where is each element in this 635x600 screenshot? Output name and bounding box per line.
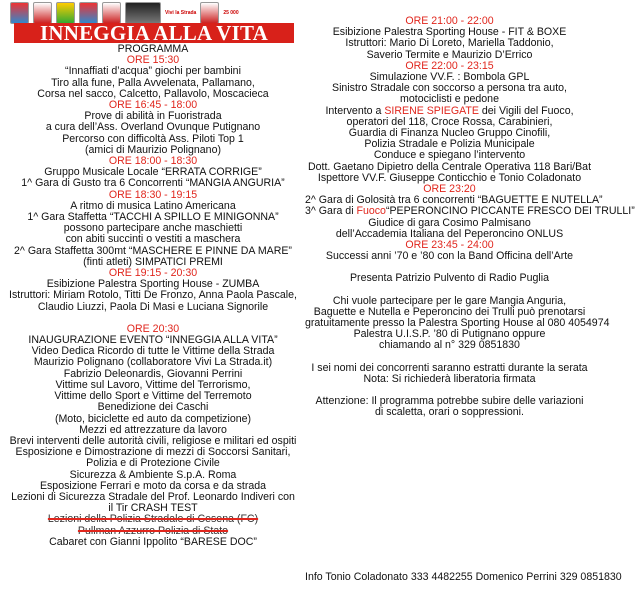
municipality-crest-icon xyxy=(10,2,29,24)
program-line: Dott. Gaetano Dipietro della Centrale Operativa 118 Bari/Bat xyxy=(307,160,592,173)
program-line: Brevi interventi delle autorità civili, religiose e militari ed ospiti xyxy=(9,434,297,447)
program-line: motociclisti e pedone xyxy=(400,93,499,106)
program-line: Esposizione e Dimostrazione di mezzi di Soccorsi Sanitari, xyxy=(15,446,291,459)
program-line: Tiro alla fune, Palla Avvelenata, Pallamano, xyxy=(51,76,255,89)
info-line: Chi vuole partecipare per le gare Mangia Anguria, xyxy=(332,294,567,307)
program-line: Esibizione Palestra Sporting House - FIT & BOXE xyxy=(332,26,567,39)
info-line: I sei nomi dei concorrenti saranno estratti durante la serata xyxy=(311,361,588,374)
time-slot: ORE 18:30 - 19:15 xyxy=(108,188,198,201)
cancelled-line: Pullman Azzurro Polizia di Stato xyxy=(77,524,229,537)
program-line: 1^ Gara Staffetta “TACCHI A SPILLO E MINIGONNA” xyxy=(27,211,279,224)
program-line: Successi anni ’70 e ’80 con la Band Officina dell’Arte xyxy=(325,250,574,263)
info-line: Nota: Si richiederà liberatoria firmata xyxy=(363,372,536,385)
program-line: Fabrizio Deleonardis, Giovanni Perrini xyxy=(63,367,243,380)
program-line: Percorso con difficoltà Ass. Piloti Top 1 xyxy=(62,132,244,145)
program-line: Esibizione Palestra Sporting House - ZUMBA xyxy=(46,278,260,291)
text-part: dei Vigili del Fuoco, xyxy=(478,104,574,117)
info-line: Baguette e Nutella e Peperoncino dei Trulli può prenotarsi xyxy=(313,305,586,318)
program-line: A ritmo di musica Latino Americana xyxy=(70,199,236,212)
program-line: Saverio Termite e Maurizio D’Errico xyxy=(366,48,533,61)
text-part: “PEPERONCINO PICCANTE FRESCO DEI TRULLI” xyxy=(385,205,635,218)
program-line: dell’Accademia Italiana del Peperoncino ONLUS xyxy=(335,227,564,240)
highlight-text: SIRENE SPIEGATE xyxy=(384,104,479,117)
time-slot: ORE 20:30 xyxy=(126,322,180,335)
event-title-banner: INNEGGIA ALLA VITA xyxy=(14,23,294,43)
info-line: chiamando al n° 329 0851830 xyxy=(379,339,520,352)
program-line: “Innaffiati d’acqua” giochi per bambini xyxy=(65,65,241,78)
contact-info: Info Tonio Coladonato 333 4482255 Domenico Perrini 329 0851830 xyxy=(305,571,622,583)
program-line: Lezioni di Sicurezza Stradale del Prof. Leonardo Indiveri con xyxy=(11,490,295,503)
program-line: a cura dell’Ass. Overland Ovunque Putignano xyxy=(45,121,261,134)
cancelled-line: Lezioni della Polizia Stradale di Cesena (FC) xyxy=(47,513,259,526)
program-line xyxy=(305,205,635,218)
program-line: 1^ Gara di Gusto tra 6 Concorrenti “MANGIA ANGURIA” xyxy=(21,177,285,190)
text-part: Intervento a xyxy=(325,104,385,117)
program-line: Guardia di Finanza Nucleo Gruppo Cinofili, xyxy=(348,127,551,140)
program-line: Corsa nel sacco, Calcetto, Pallavolo, Moscacieca xyxy=(37,87,269,100)
time-slot: ORE 15:30 xyxy=(126,54,180,67)
program-right-column xyxy=(305,15,635,419)
program-line: Polizia e di Protezione Civile xyxy=(86,457,220,470)
program-line: Ispettore VV.F. Giuseppe Conticchio e Tonio Coladonato xyxy=(317,171,582,184)
program-heading: PROGRAMMA xyxy=(117,43,189,55)
program-line: (amici di Maurizio Polignano) xyxy=(84,143,221,156)
time-slot: ORE 18:00 - 18:30 xyxy=(108,155,198,168)
program-line: Istruttori: Mario Di Loreto, Mariella Taddonio, xyxy=(345,37,554,50)
program-line: Istruttori: Miriam Rotolo, Titti De Fronzo, Anna Paola Pascale, xyxy=(9,289,297,302)
program-left-column xyxy=(0,44,306,548)
program-line: Mezzi ed attrezzature da lavoro xyxy=(79,423,227,436)
program-line: 2^ Gara di Golosità tra 6 concorrenti “BAGUETTE E NUTELLA” xyxy=(305,194,603,207)
program-line: Esposizione Ferrari e moto da corsa e da strada xyxy=(39,479,267,492)
program-line: Video Dedica Ricordo di tutte le Vittime della Strada xyxy=(31,345,275,358)
notice-line: di scaletta, orari o soppressioni. xyxy=(375,406,524,419)
time-slot: ORE 23:45 - 24:00 xyxy=(405,239,494,252)
highlight-text: Fuoco xyxy=(356,205,386,218)
program-line: (Moto, biciclette ed auto da competizione) xyxy=(54,412,252,425)
program-line: INAUGURAZIONE EVENTO “INNEGGIA ALLA VITA” xyxy=(28,334,278,347)
time-slot: ORE 16:45 - 18:00 xyxy=(108,99,198,112)
text-part: 3^ Gara di xyxy=(305,205,357,218)
program-line: Cabaret con Gianni Ippolito “BARESE DOC” xyxy=(49,535,257,548)
program-line: Sicurezza & Ambiente S.p.A. Roma xyxy=(69,468,237,481)
vivi-la-strada-logo: Vivi la Strada xyxy=(165,10,197,16)
program-line: Vittime sul Lavoro, Vittime del Terrorismo, xyxy=(55,378,251,391)
program-line: Conduce e spiegano l’intervento xyxy=(373,149,526,162)
time-slot: ORE 19:15 - 20:30 xyxy=(108,267,198,280)
info-line: gratuitamente presso la Palestra Sporting House al 080 4054974 xyxy=(305,317,610,330)
program-line: Benedizione dei Caschi xyxy=(97,401,209,414)
program-line: Polizia Stradale e Polizia Municipale xyxy=(364,138,535,151)
program-line: (finti atleti) SIMPATICI PREMI xyxy=(83,255,223,268)
presenter-line: Presenta Patrizio Pulvento di Radio Puglia xyxy=(349,272,550,285)
program-line: Sinistro Stradale con soccorso a persona tra auto, xyxy=(332,82,567,95)
info-line: Palestra U.I.S.P. ’80 di Putignano oppure xyxy=(353,328,546,341)
program-line: il Tir CRASH TEST xyxy=(108,502,198,515)
program-line: Simulazione VV.F. : Bombola GPL xyxy=(369,71,530,84)
program-line: 2^ Gara Staffetta 300mt “MASCHERE E PINNE DA MARE” xyxy=(14,244,292,257)
program-line: operatori del 118, Croce Rossa, Carabinieri, xyxy=(346,115,553,128)
notice-line: Attenzione: Il programma potrebbe subire delle variazioni xyxy=(315,395,584,408)
program-line: Claudio Liuzzi, Paola Di Masi e Luciana Signorile xyxy=(37,300,269,313)
program-line: possono partecipare anche maschietti xyxy=(63,222,243,235)
program-line: Maurizio Polignano (collaboratore Vivi La Strada.it) xyxy=(33,356,273,369)
program-line: Vittime dello Sport e Vittime del Terremoto xyxy=(54,390,252,403)
program-line: Gruppo Musicale Locale “ERRATA CORRIGE” xyxy=(44,166,262,179)
program-line: con abiti succinti o vestiti a maschera xyxy=(65,233,241,246)
time-slot: ORE 22:00 - 23:15 xyxy=(405,59,494,72)
time-slot: ORE 21:00 - 22:00 xyxy=(405,15,494,27)
time-slot: ORE 23:20 xyxy=(423,183,476,196)
program-line: Giudice di gara Cosimo Palmisano xyxy=(368,216,531,229)
sponsor-badge: 25 000 xyxy=(223,10,239,16)
program-line: Prove di abilità in Fuoristrada xyxy=(84,110,222,123)
